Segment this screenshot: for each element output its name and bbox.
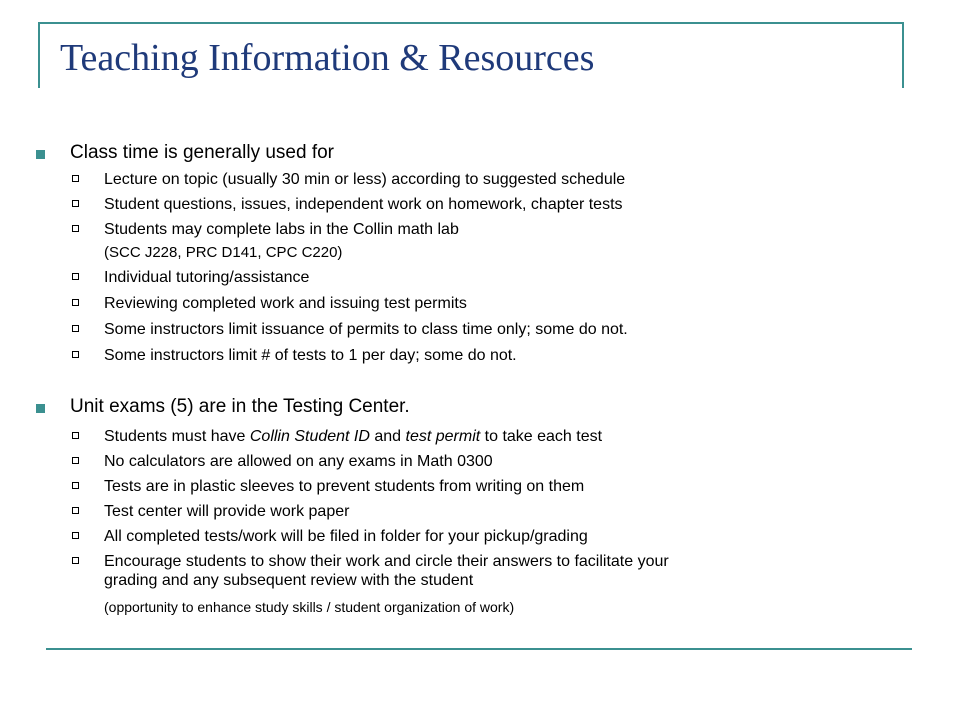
bullet-class-time: Class time is generally used for	[70, 142, 334, 163]
item-folder: All completed tests/work will be filed in folder for your pickup/grading	[104, 528, 588, 545]
item-test-limits: Some instructors limit # of tests to 1 per day; some do not.	[104, 347, 517, 364]
item-permits: Reviewing completed work and issuing test permits	[104, 295, 467, 312]
page-title: Teaching Information & Resources	[60, 37, 595, 79]
item-student-questions: Student questions, issues, independent work on homework, chapter tests	[104, 196, 623, 213]
item-no-calculators: No calculators are allowed on any exams in Math 0300	[104, 453, 493, 470]
item-show-work: Encourage students to show their work and circle their answers to facilitate your	[104, 553, 669, 570]
item-student-id: Students must have Collin Student ID and test permit to take each test	[104, 428, 603, 445]
item-study-skills: (opportunity to enhance study skills / student organization of work)	[104, 599, 515, 615]
item-plastic-sleeves: Tests are in plastic sleeves to prevent students from writing on them	[104, 478, 585, 495]
bullet-unit-exams: Unit exams (5) are in the Testing Center.	[70, 396, 410, 417]
item-work-paper: Test center will provide work paper	[104, 503, 350, 520]
item-lecture: Lecture on topic (usually 30 min or less) according to suggested schedule	[104, 171, 626, 188]
item-labs: Students may complete labs in the Collin math lab	[104, 221, 459, 238]
item-tutoring: Individual tutoring/assistance	[104, 269, 310, 286]
test-permit-text: test permit	[405, 428, 481, 445]
item-permit-limits: Some instructors limit issuance of permits to class time only; some do not.	[104, 321, 628, 338]
collin-student-id-text: Collin Student ID	[249, 428, 370, 445]
item-labs-rooms: (SCC J228, PRC D141, CPC C220)	[104, 244, 343, 261]
item-show-work-cont: grading and any subsequent review with the student	[104, 572, 474, 589]
